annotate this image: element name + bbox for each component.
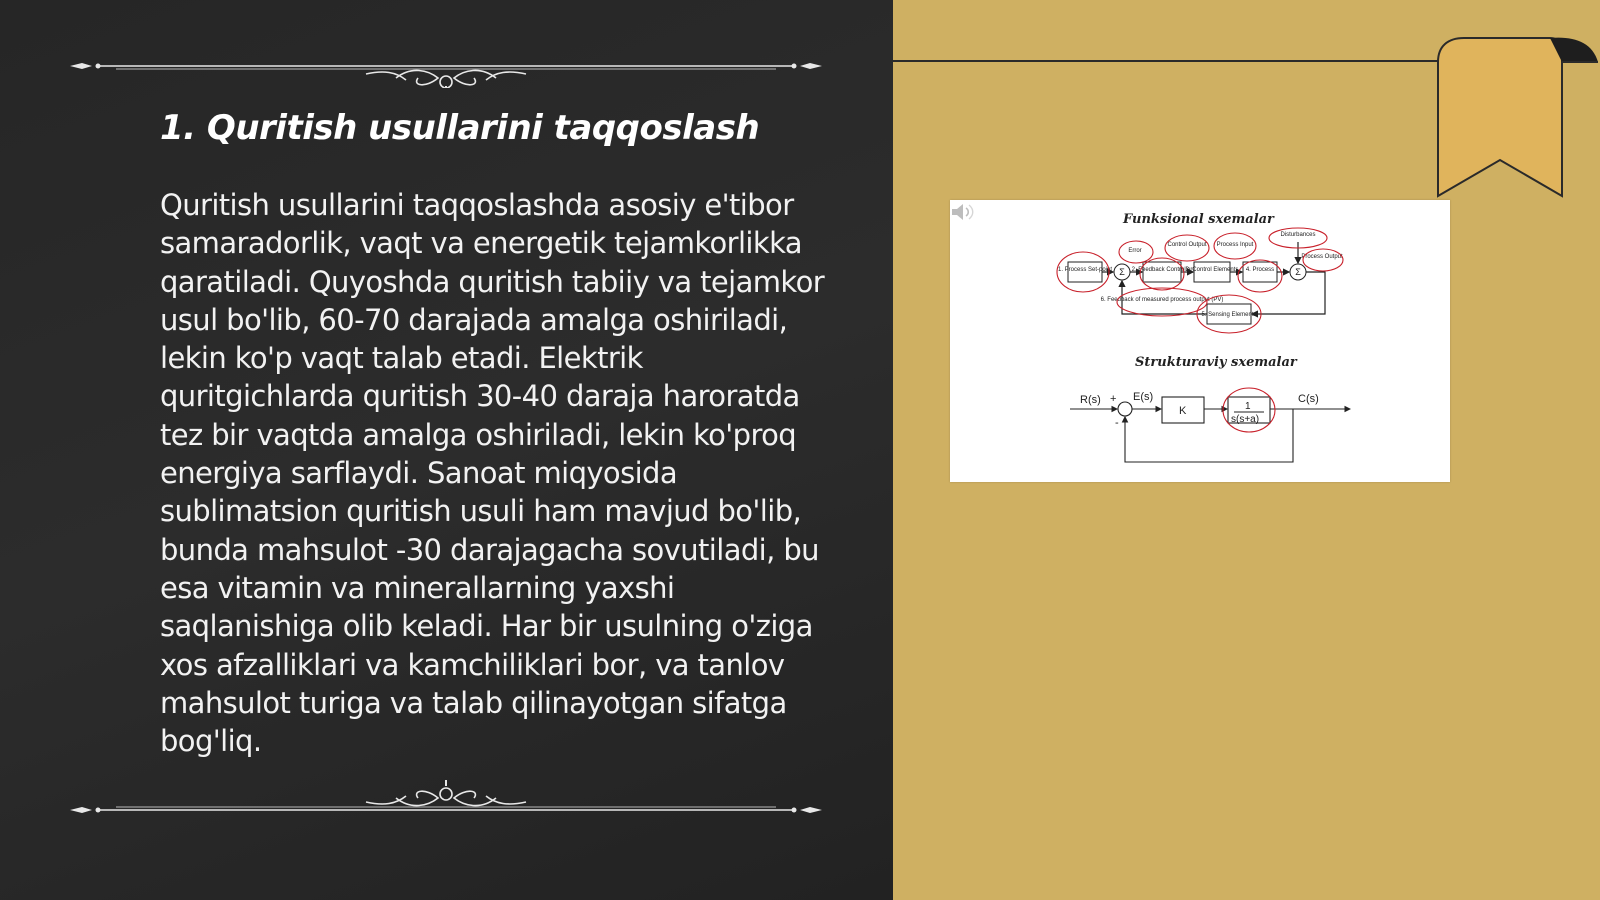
block-label: 4. Process (1245, 267, 1275, 273)
bookmark-ribbon-icon (1434, 36, 1600, 198)
sum-symbol: Σ (1119, 267, 1125, 277)
bubble-label: Disturbances (1280, 232, 1316, 238)
transfer-numerator: 1 (1245, 401, 1251, 412)
transfer-denominator: s(s+a) (1231, 414, 1260, 425)
slide-body-text: Quritish usullarini taqqoslashda asosiy e'tibor samaradorlik, vaqt va energetik tejamkorlikka qaratiladi. Quyoshda quritish tabiiy va tejamkor usul bo'lib, 60-70 darajada amalga oshiriladi, lekin ko'p vaqt talab etadi. Elektrik quritgichlarda quritish 30-40 daraja haroratda tez bir vaqtda amalga oshiriladi, lekin ko'proq energiya sarflaydi. Sanoat miqyosida sublimatsion quritish usuli ham mavjud bo'lib, bunda mahsulot -30 darajagacha sovutiladi, bu esa vitamin va minerallarning yaxshi saqlanishiga olib keladi. Har bir usulning o'ziga xos afzalliklari va kamchiliklari bor, va tanlov mahsulot turiga va talab qilinayotgan sifatga bog'liq. (160, 188, 825, 759)
block-diagram (950, 200, 1450, 482)
sum-symbol: Σ (1295, 267, 1301, 277)
block-label: 5. Sensing Elements (1201, 312, 1257, 318)
summing-junction (1118, 402, 1132, 416)
signal-label: + (1110, 393, 1117, 405)
functional-diagram-heading: Funksional sxemalar (1123, 212, 1274, 227)
ornament-divider-icon (66, 778, 826, 818)
block-label: 1. Process Set-point (1057, 267, 1113, 273)
signal-label: R(s) (1080, 394, 1101, 406)
block-label: 2. Feedback Controller (1131, 267, 1193, 273)
slide-title: 1. Quritish usullarini taqqoslash (160, 108, 760, 148)
block-label: 3. Control Elements (1185, 267, 1239, 273)
bubble-label: Control Output (1167, 242, 1207, 248)
bubble-label: Process Input (1216, 242, 1254, 248)
speaker-icon[interactable] (950, 200, 976, 224)
signal-label: - (1115, 417, 1119, 429)
bubble-label: Process Output (1301, 254, 1343, 260)
horizontal-rule (893, 60, 1438, 62)
signal-label: C(s) (1298, 393, 1319, 405)
ornament-divider-icon (66, 48, 826, 88)
signal-label: E(s) (1133, 391, 1154, 403)
gain-label: K (1179, 405, 1187, 417)
diagram-image (950, 200, 1450, 482)
block-label: 6. Feedback of measured process output (PV) (1100, 297, 1224, 303)
structural-diagram-heading: Strukturaviy sxemalar (1135, 355, 1297, 370)
bubble-label: Error (1128, 248, 1142, 254)
